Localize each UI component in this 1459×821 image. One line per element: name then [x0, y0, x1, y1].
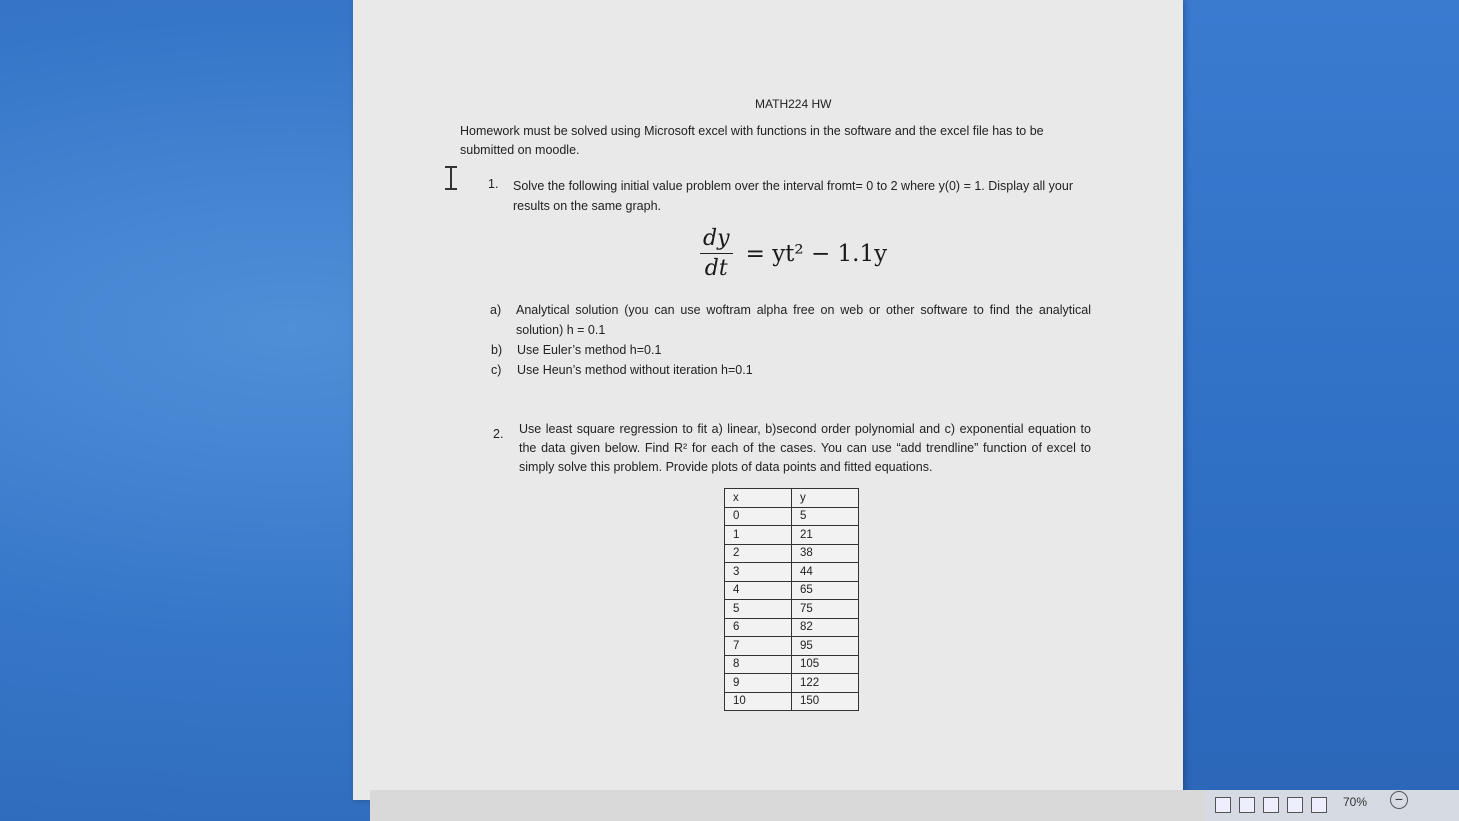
- table-cell[interactable]: 1: [725, 526, 792, 545]
- table-cell[interactable]: 38: [792, 544, 859, 563]
- table-cell[interactable]: 5: [792, 507, 859, 526]
- table-cell[interactable]: 105: [792, 655, 859, 674]
- page-title: MATH224 HW: [755, 97, 832, 111]
- table-row: [725, 692, 859, 711]
- equation-denominator: dt: [704, 256, 728, 281]
- table-row: [725, 637, 859, 656]
- draft-icon[interactable]: [1311, 797, 1327, 813]
- differential-equation: [700, 226, 887, 281]
- table-cell[interactable]: 65: [792, 581, 859, 600]
- table-row: [725, 507, 859, 526]
- print-layout-icon[interactable]: [1215, 797, 1231, 813]
- intro-paragraph: Homework must be solved using Microsoft excel with functions in the software and the excel file has to be submitted on moodle.: [460, 124, 1044, 157]
- table-cell[interactable]: 82: [792, 618, 859, 637]
- part-a-text: Analytical solution (you can use woftram alpha free on web or other software to find the analytical solution) h = 0.1: [516, 303, 1091, 337]
- table-cell[interactable]: 44: [792, 563, 859, 582]
- part-a-label: a): [490, 303, 502, 317]
- text-cursor-icon: [445, 166, 457, 190]
- table-cell[interactable]: 7: [725, 637, 792, 656]
- table-cell[interactable]: 150: [792, 692, 859, 711]
- page-bottom-edge: [370, 790, 1210, 821]
- equation-fraction: [700, 226, 733, 281]
- part-b-text: Use Euler’s method h=0.1: [517, 343, 662, 357]
- table-cell[interactable]: 2: [725, 544, 792, 563]
- table-cell[interactable]: 21: [792, 526, 859, 545]
- question-1-number: 1.: [488, 177, 499, 191]
- table-row: [725, 674, 859, 693]
- outline-icon[interactable]: [1287, 797, 1303, 813]
- part-c-text: Use Heun’s method without iteration h=0.1: [517, 363, 753, 377]
- table-cell[interactable]: 95: [792, 637, 859, 656]
- desktop-background: [1180, 0, 1459, 821]
- table-cell[interactable]: 0: [725, 507, 792, 526]
- table-header-x[interactable]: x: [725, 489, 792, 508]
- table-cell[interactable]: 75: [792, 600, 859, 619]
- table-cell[interactable]: 8: [725, 655, 792, 674]
- table-cell[interactable]: 6: [725, 618, 792, 637]
- part-b-label: b): [491, 343, 503, 357]
- question-2-text: Use least square regression to fit a) linear, b)second order polynomial and c) exponential equation to the data given below. Find R² for each of the cases. You can use “add trendline” function of excel to simply solve this problem. Provide plots of data points and fitted equations.: [519, 422, 1091, 474]
- equation-numerator: dy: [700, 226, 733, 254]
- question-2-number: 2.: [493, 427, 504, 441]
- table-cell[interactable]: 9: [725, 674, 792, 693]
- table-cell[interactable]: 10: [725, 692, 792, 711]
- table-row: [725, 655, 859, 674]
- zoom-level[interactable]: 70%: [1343, 795, 1368, 809]
- table-cell[interactable]: 3: [725, 563, 792, 582]
- question-1-text: Solve the following initial value problem over the interval fromt= 0 to 2 where y(0) = 1. Display all your results on the same graph.: [513, 179, 1073, 213]
- web-layout-icon[interactable]: [1263, 797, 1279, 813]
- part-c-label: c): [491, 363, 502, 377]
- table-cell[interactable]: 4: [725, 581, 792, 600]
- table-header-row: [725, 489, 859, 508]
- table-cell[interactable]: 5: [725, 600, 792, 619]
- zoom-out-button[interactable]: −: [1390, 791, 1408, 809]
- table-cell[interactable]: 122: [792, 674, 859, 693]
- table-row: [725, 581, 859, 600]
- equation-rhs: = yt² − 1.1y: [745, 240, 888, 267]
- data-table[interactable]: [724, 488, 859, 711]
- table-row: [725, 526, 859, 545]
- table-row: [725, 563, 859, 582]
- table-header-y[interactable]: y: [792, 489, 859, 508]
- table-row: [725, 618, 859, 637]
- table-row: [725, 600, 859, 619]
- full-screen-reading-icon[interactable]: [1239, 797, 1255, 813]
- table-row: [725, 544, 859, 563]
